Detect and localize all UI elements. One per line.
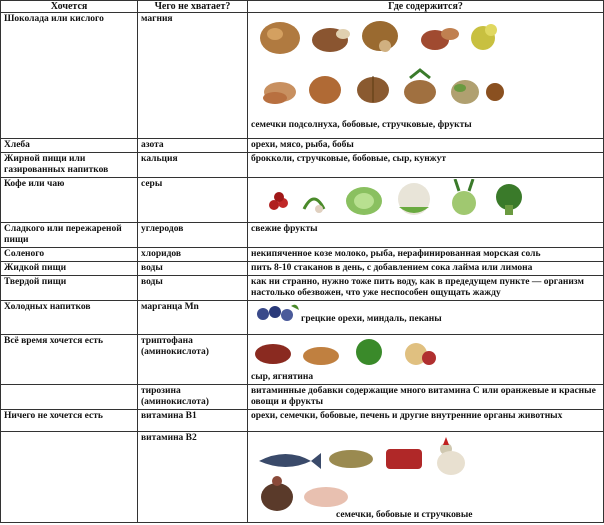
- source-cell: [248, 432, 604, 523]
- lack-cell: кальция: [138, 153, 248, 178]
- want-cell: Холодных напитков: [1, 301, 138, 335]
- lack-cell: воды: [138, 276, 248, 301]
- lack-cell: магния: [138, 13, 248, 139]
- table-row: [1, 13, 604, 139]
- want-cell: Ничего не хочется есть: [1, 410, 138, 432]
- table-row: [1, 301, 604, 335]
- nuts-images: [255, 16, 600, 60]
- header-source: Где содержится?: [248, 1, 604, 13]
- want-cell: Твердой пищи: [1, 276, 138, 301]
- source-cell: [248, 335, 604, 385]
- lack-cell: хлоридов: [138, 248, 248, 262]
- source-cell: витаминные добавки содержащие много витамина С или оранжевые и красные овощи и фрукты: [248, 385, 604, 410]
- table-row: [1, 262, 604, 276]
- nuts-images-2: [255, 68, 600, 112]
- want-cell: Жирной пищи или газированных напитков: [1, 153, 138, 178]
- table-row: [1, 410, 604, 432]
- blueberries-photo-icon: [251, 302, 301, 324]
- lack-cell: тирозина (аминокислота): [138, 385, 248, 410]
- meat-cheese-photo-icon: [251, 336, 461, 368]
- lack-cell: витамина В2: [138, 432, 248, 523]
- header-want: Хочется: [1, 1, 138, 13]
- source-cell: [248, 13, 604, 139]
- source-text: грецкие орехи, миндаль, пеканы: [301, 314, 442, 324]
- source-cell: брокколи, стручковые, бобовые, сыр, кунжут: [248, 153, 604, 178]
- source-cell: свежие фрукты: [248, 223, 604, 248]
- table-row: [1, 223, 604, 248]
- table-row: [1, 432, 604, 523]
- table-row: [1, 385, 604, 410]
- lack-cell: марганца Mn: [138, 301, 248, 335]
- lack-cell: серы: [138, 178, 248, 223]
- lack-cell: азота: [138, 139, 248, 153]
- header-row: [1, 1, 604, 13]
- want-cell: [1, 385, 138, 410]
- want-cell: Соленого: [1, 248, 138, 262]
- table-row: [1, 178, 604, 223]
- lack-cell: углеродов: [138, 223, 248, 248]
- source-cell: как ни странно, нужно тоже пить воду, как в предедущем пункте — организм настолько обезвожен, что уже неспособен ощущать жажду: [248, 276, 604, 301]
- fish-meat-poultry-photo-icon: [251, 433, 501, 515]
- source-text: семечки, бобовые и стручковые: [336, 510, 473, 520]
- nuts-photo-icon: [255, 16, 505, 60]
- source-cell: орехи, мясо, рыба, бобы: [248, 139, 604, 153]
- want-cell: [1, 432, 138, 523]
- nuts-photo-2-icon: [255, 68, 505, 112]
- table-row: [1, 248, 604, 262]
- header-lack: Чего не хватает?: [138, 1, 248, 13]
- lack-cell: воды: [138, 262, 248, 276]
- source-cell: пить 8-10 стаканов в день, с добавлением сока лайма или лимона: [248, 262, 604, 276]
- want-cell: Жидкой пищи: [1, 262, 138, 276]
- want-cell: Кофе или чаю: [1, 178, 138, 223]
- want-cell: Сладкого или пережареной пищи: [1, 223, 138, 248]
- source-cell: [248, 178, 604, 223]
- table-row: [1, 153, 604, 178]
- source-cell: некипяченное козе молоко, рыба, нерафинированная морская соль: [248, 248, 604, 262]
- want-cell: Шоколада или кислого: [1, 13, 138, 139]
- want-cell: Всё время хочется есть: [1, 335, 138, 385]
- table-row: [1, 139, 604, 153]
- table-row: [1, 276, 604, 301]
- vegetables-photo-icon: [259, 179, 539, 217]
- lack-cell: витамина В1: [138, 410, 248, 432]
- source-cell: [248, 301, 604, 335]
- want-cell: Хлеба: [1, 139, 138, 153]
- source-cell: орехи, семечки, бобовые, печень и другие внутренние органы животных: [248, 410, 604, 432]
- lack-cell: триптофана (аминокислота): [138, 335, 248, 385]
- table-row: [1, 335, 604, 385]
- source-text: семечки подсолнуха, бобовые, стручковые, фрукты: [251, 120, 472, 130]
- source-text: сыр, ягнятина: [251, 372, 314, 382]
